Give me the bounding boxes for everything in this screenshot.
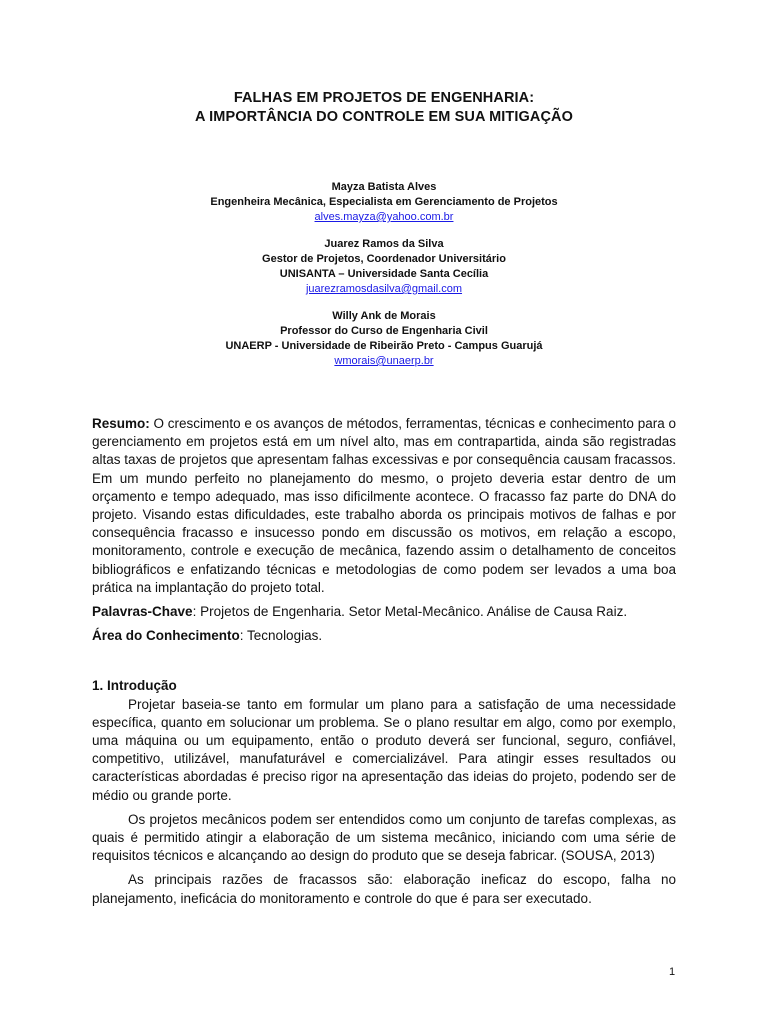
author-block xyxy=(0,237,768,297)
author-block xyxy=(0,180,768,225)
paragraph: Projetar baseia-se tanto em formular um plano para a satisfação de uma necessidade específica, quanto em solucionar um problema. Se o plano resultar em algo, como por exemplo, uma máquina ou um equipamento, então o produto deverá ser funcional, seguro, confiável, competitivo, utilizável, manufaturável e comercializável. Para atingir esses resultados ou características abordadas é preciso rigor na apresentação das ideias do projeto, podendo ser de médio ou grande porte. xyxy=(92,696,676,803)
author-affiliation: UNAERP - Universidade de Ribeirão Preto - Campus Guarujá xyxy=(225,340,543,352)
author-role: Gestor de Projetos, Coordenador Universitário xyxy=(262,253,506,265)
knowledge-area xyxy=(92,627,676,645)
section-heading: 1. Introdução xyxy=(92,678,177,694)
paper-title-line-1: FALHAS EM PROJETOS DE ENGENHARIA: xyxy=(233,90,535,106)
author-role: Professor do Curso de Engenharia Civil xyxy=(280,325,488,337)
author-block xyxy=(0,309,768,369)
paragraph: Os projetos mecânicos podem ser entendidos como um conjunto de tarefas complexas, as quais é permitido atingir a elaboração de um sistema mecânico, iniciando com uma série de requisitos técnicos e alcançando ao design do produto que se deseja fabricar. (SOUSA, 2013) xyxy=(92,811,676,864)
keywords-label: Palavras-Chave xyxy=(92,604,193,620)
abstract-text: O crescimento e os avanços de métodos, ferramentas, técnicas e conhecimento para o gerenciamento em projetos está em um nível alto, mas em contrapartida, ainda são registradas altas taxas de projetos que apresentam falhas excessivas e por consequência causam fracassos. Em um mundo perfeito no planejamento do mesmo, o projeto deveria estar dentro de um orçamento e tempo adequado, mas isso dificilmente acontece. O fracasso faz parte do DNA do projeto. Visando estas dificuldades, este trabalho aborda os principais motivos de falhas e por consequência fracasso e insucesso pondo em discussão os motivos, em relação a escopo, monitoramento, controle e execução de mecânica, fazendo assim o detalhamento de conceitos bibliográficos e enfatizando técnicas e metodologias de como podem ser levados a uma boa prática na implantação do projeto total. xyxy=(92,416,676,595)
author-email-link[interactable]: alves.mayza@yahoo.com.br xyxy=(314,211,454,223)
knowledge-area-label: Área do Conhecimento xyxy=(92,628,240,644)
author-email-link[interactable]: wmorais@unaerp.br xyxy=(334,355,434,367)
page-number: 1 xyxy=(669,966,676,978)
paper-body xyxy=(92,415,676,914)
author-list xyxy=(0,180,768,381)
author-role: Engenheira Mecânica, Especialista em Gerenciamento de Projetos xyxy=(210,196,558,208)
abstract-label: Resumo: xyxy=(92,416,150,431)
author-affiliation: UNISANTA – Universidade Santa Cecília xyxy=(279,268,489,280)
paper-title-line-2: A IMPORTÂNCIA DO CONTROLE EM SUA MITIGAÇÃO xyxy=(195,109,573,125)
author-name: Willy Ank de Morais xyxy=(332,310,436,322)
knowledge-area-text: : Tecnologias. xyxy=(239,628,323,644)
keywords xyxy=(92,603,676,621)
author-name: Juarez Ramos da Silva xyxy=(324,238,444,250)
abstract xyxy=(92,415,676,597)
author-name: Mayza Batista Alves xyxy=(331,181,437,193)
keywords-text: : Projetos de Engenharia. Setor Metal-Mecânico. Análise de Causa Raiz. xyxy=(192,604,628,620)
author-email-link[interactable]: juarezramosdasilva@gmail.com xyxy=(305,283,463,295)
paragraph: As principais razões de fracassos são: elaboração ineficaz do escopo, falha no planejamento, ineficácia do monitoramento e controle do que é para ser executado. xyxy=(92,872,676,906)
